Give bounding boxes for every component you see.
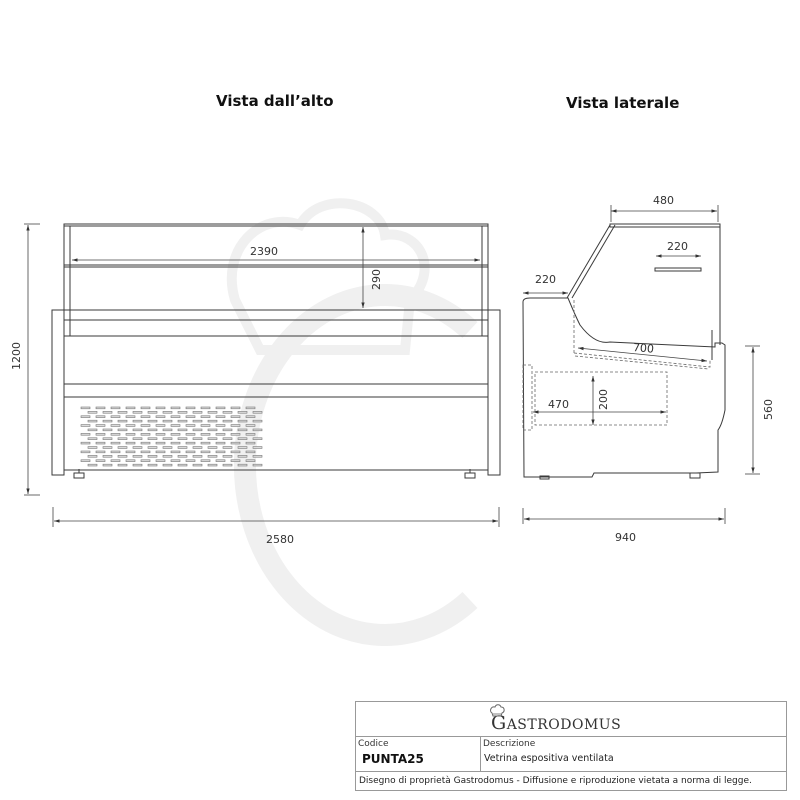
brand-logo — [491, 706, 621, 734]
title-block-info-row — [356, 737, 786, 772]
dim-overall-depth: 940 — [615, 531, 636, 544]
title-block-footer — [356, 772, 786, 790]
top-view-title: Vista dall’alto — [216, 92, 334, 110]
code-value: PUNTA25 — [362, 752, 424, 766]
description-value: Vetrina espositiva ventilata — [484, 753, 614, 764]
title-block — [355, 701, 787, 791]
chef-hat-icon — [489, 704, 505, 722]
watermark-logo — [232, 203, 470, 635]
dim-compartment-height: 200 — [597, 389, 610, 410]
description-label: Descrizione — [483, 739, 536, 749]
dim-overall-height: 1200 — [10, 342, 23, 370]
dim-compartment-width: 470 — [548, 398, 569, 411]
brand-name: GASTRODOMUS — [491, 712, 622, 734]
dim-inner-width: 2390 — [250, 245, 278, 258]
title-block-logo-row — [356, 702, 786, 737]
side-view-title: Vista laterale — [566, 94, 680, 112]
dim-counter-height: 560 — [762, 399, 775, 420]
dim-top-glass-depth: 480 — [653, 194, 674, 207]
dim-shelf-depth: 220 — [667, 240, 688, 253]
description-cell — [481, 737, 786, 771]
dim-overall-width: 2580 — [266, 533, 294, 546]
code-label: Codice — [358, 739, 389, 749]
side-view-dimensions — [523, 205, 760, 524]
side-view-drawing — [523, 224, 725, 479]
dim-front-ledge: 220 — [535, 273, 556, 286]
dim-display-depth: 700 — [632, 340, 655, 356]
dim-glass-depth: 290 — [370, 269, 383, 290]
copyright-note: Disegno di proprietà Gastrodomus - Diffusione e riproduzione vietata a norma di legge. — [359, 776, 752, 786]
code-cell — [356, 737, 481, 771]
